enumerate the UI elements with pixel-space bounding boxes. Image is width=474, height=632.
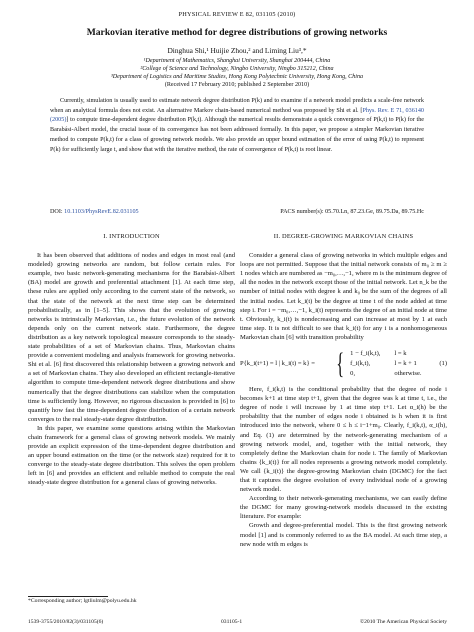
abstract-reference-link[interactable]: Phys. Rev. E 71, 036140 (2005): [50, 107, 424, 124]
equation-lhs: P{k_i(t+1) = l | k_i(t) = k} =: [240, 360, 315, 368]
case-1-cond: l = k: [394, 350, 407, 358]
page-footer: [28, 619, 447, 625]
abstract-text-1: Currently, simulation is usually used to estimate network degree distribution P(k) and to examine if a network model predicts a scale-free network when an analytical formula does not exist. An alternative Markov chain-based numerical method was proposed by Shi et al. [: [50, 98, 424, 114]
journal-header: PHYSICAL REVIEW E 82, 031105 (2010): [178, 11, 296, 18]
equation-1: [240, 349, 447, 379]
doi: [50, 209, 139, 215]
section2-paragraph-4: Growth and degree-preferential model. This is the first growing network model [1] and is commonly referred to as the BA model. At each time step, a new node with m edges is: [240, 522, 447, 548]
section-heading-introduction: I. INTRODUCTION: [103, 233, 160, 240]
footnote-divider: [28, 596, 108, 597]
equation-number: (1): [439, 360, 447, 368]
pacs-numbers: PACS number(s): 05.70.Ln, 87.23.Ge, 89.75.Da, 89.75.Hc: [280, 209, 424, 215]
abstract: [50, 97, 424, 155]
equation-rhs: [333, 349, 422, 379]
affiliation-2: ²College of Science and Technology, Ningbo University, Ningbo 315212, China: [140, 66, 334, 72]
received-dates: (Received 17 February 2010; published 2 September 2010): [164, 82, 310, 88]
right-column: [240, 232, 447, 549]
intro-paragraph-1: It has been observed that additions of nodes and edges in most real (and modeled) growing networks are random, but follow certain rules. For example, two basic network-generating mechanisms for the Barabási-Albert (BA) model are growth and preferential attachment [1]. At each time step, these rules are applied only according to the current state of the network, so that the state of the network at the next time step can be determined probabilistically, as in [1–5]. This shows that the evolution of growing networks is intrinsically Markovian, i.e., the future evolution of the network depends only on the current network state. Furthermore, the degree distribution as a key network topological measure corresponds to the steady-state probabilities of a set of Markovian chains. Thus, Markovian chains provide a convenient modeling and analysis framework for growing networks. Shi et al. [6] first discovered this relationship between a growing network and a set of Markovian chains. They also developed an efficient rectangle-iterative algorithm to compute time-dependent network degree distributions and show numerically that the degree distributions can stabilize when the computation time is sufficiently long. However, no rigorous discussion is provided in [6] to quantify how fast the time-dependent degree distribution of a certain network converges to the real steady-state degree distribution.: [28, 252, 235, 423]
abstract-text-2: ] to compute time-dependent degree distribution P(k,t). Although the numerical results demonstrate a quick convergence of P(k,t) to P(k) for the Barabási-Albert model, the crucial issue of its convergence has not been addressed formally. In this paper, we propose a simpler Markovian iterative method to compute P(k,t) for a class of growing network models. We also provide an upper bound estimation of the error of using P(k,t) to represent P(k) for sufficiently large t, and show that with the iterative method, the rate of convergence of P(k,t) is root linear.: [50, 117, 424, 153]
section2-paragraph-3: According to their network-generating mechanisms, we can easily define the DGMC for many growing-network models discussed in the existing literature. For example:: [240, 495, 447, 521]
case-3-expr: 0,: [350, 370, 356, 378]
footer-copyright: ©2010 The American Physical Society: [359, 619, 447, 625]
left-brace-symbol: {: [336, 347, 344, 381]
section-heading-markovian-chains: II. DEGREE-GROWING MARKOVIAN CHAINS: [273, 233, 414, 240]
section2-paragraph-1: Consider a general class of growing networks in which multiple edges and loops are not permitted. Suppose that the initial network consists of m₀ ≥ m ≥ 1 nodes which are numbered as −m₀,…,−1, where m is the minimum degree of all the nodes in the network except those of the initial network. Let n_k be the number of initial nodes with degree k and k₀ be the sum of the degrees of all the initial nodes. Let k_i(t) be the degree at time t of the node added at time step i. For i = −m₀,…,−1, k_i(t) represents the degree of an initial node at time t. Obviously, k_i(t) is nondecreasing and can increase at most by 1 at each time step. It is not difficult to see that k_i(t) for any i is a nonhomogeneous Markovian chain [6] with transition probability: [240, 252, 447, 341]
intro-paragraph-2: In this paper, we examine some questions arising within the Markovian chain framework for a general class of growing network models. We mainly provide an explicit expression of the time-dependent degree distribution and an upper bound estimation on the time (or the network size) required for it to converge to the steady-state degree distribution. This solves the open problem left in [6] and provides an efficient and reliable method to compute the real steady-state degree distribution for a general class of growing networks.: [28, 424, 235, 487]
left-column: [28, 232, 235, 488]
case-3-cond: otherwise.: [394, 370, 422, 378]
corresponding-author-footnote: *Corresponding author; lgtliulm@polyu.edu.hk: [28, 598, 137, 604]
affiliation-1: ¹Department of Mathematics, Shanghai University, Shanghai 200444, China: [143, 58, 331, 64]
paper-title: Markovian iterative method for degree distributions of growing networks: [86, 27, 388, 38]
affiliation-3: ³Department of Logistics and Maritime Studies, Hong Kong Polytechnic University, Hong Kong, China: [110, 74, 364, 80]
doi-label: DOI:: [50, 209, 65, 215]
footer-issn: 1539-3755/2010/82(3)/031105(6): [28, 619, 104, 625]
doi-link[interactable]: 10.1103/PhysRevE.82.031105: [64, 209, 139, 215]
case-2-cond: l = k + 1: [394, 360, 417, 368]
doi-pacs-line: [50, 209, 424, 215]
case-1-expr: 1 − f_i(k,t),: [350, 350, 381, 358]
equation-cases: [350, 350, 421, 378]
section2-paragraph-2: Here, f_i(k,t) is the conditional probability that the degree of node i becomes k+1 at time step t+1, given that the degree was k at time t, i.e., the degree of node i will increase by 1 at time step t+1. Let α_i(h) be the probability that the number of edges node i obtained is h when it is first introduced into the network, where 0 ≤ h ≤ i−1+m₀. Clearly, f_i(k,t), α_i(h), and Eq. (1) are determined by the network-generating mechanism of a growing network model, and, together with the initial network, they completely define the Markovian chain for node i. The family of Markovian chains {k_i(t)} for all nodes represents a growing network model completely. We call {k_i(t)} the degree-growing Markovian chain (DGMC) for the fact that it captures the degree evolution of every individual node of a growing network model.: [240, 386, 447, 494]
footer-page-number: 031105-1: [220, 619, 243, 625]
author-list: Dinghua Shi,¹ Huijie Zhou,² and Liming Liu³,*: [167, 46, 307, 55]
case-2-expr: f_i(k,t),: [350, 360, 371, 368]
